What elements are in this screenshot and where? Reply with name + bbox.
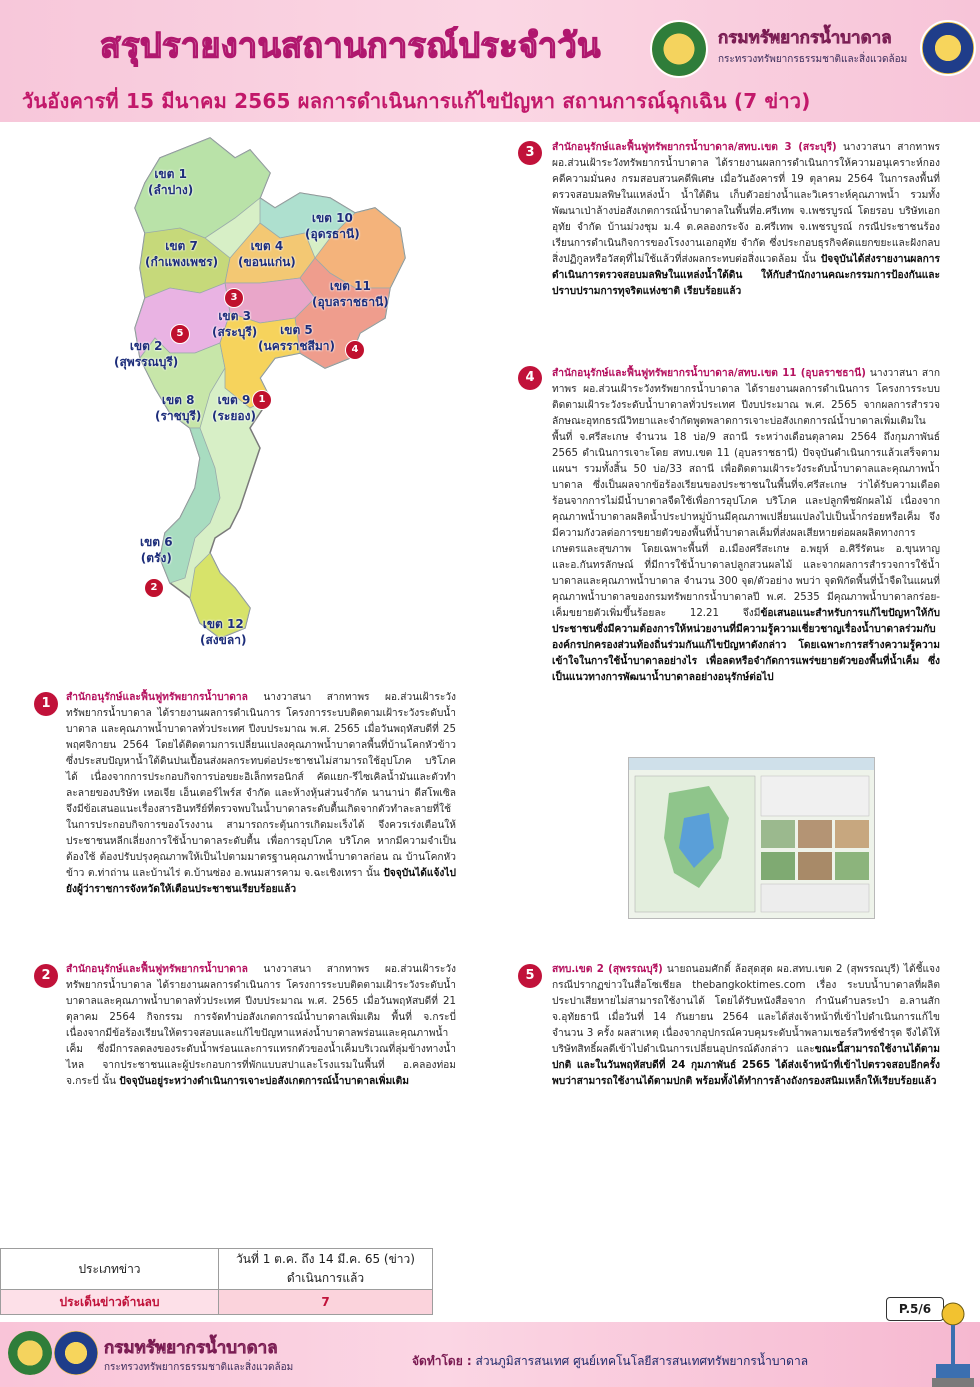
footer-credit: จัดทำโดย : ส่วนภูมิสารสนเทศ ศูนย์เทคโนโลยีสารสนเทศทรัพยากรน้ำบาดาล xyxy=(412,1354,809,1368)
zone-label-1: เขต 1 (ลำปาง) xyxy=(148,167,194,197)
summary-table xyxy=(0,1248,433,1315)
org-ministry: กระทรวงทรัพยากรธรรมชาติและสิ่งแวดล้อม xyxy=(718,54,908,65)
zone-label-9: เขต 9 (ระยอง) xyxy=(212,393,256,423)
news-4-body: นางวาสนา สากทาพร ผอ.ส่วนเฝ้าระวังทรัพยากรน้ำบาดาล ได้รายงานผลการดำเนินการ โครงการระบบติดตามเฝ้าระวังระดับน้ำบาดาลทั่วประเทศ ปีงบประมาณ พ.ศ. 2565 จากผลการสำรวจลักษณะอุทกธรณีวิทยาและจำกัดพูดพลาดการเจาะบ่อสังเกตการณ์น้ำบาดาลเพิ่มเติมในพื้นที่ จ.ศรีสะเกษ จำนวน 18 บ่อ/9 สถานี ระหว่างเดือนตุลาคม 2564 ถึงกุมภาพันธ์ 2565 ดำเนินการเจาะโดย สทบ.เขต 11 (อุบลราชธานี) ปัจจุบันดำเนินการแล้วเสร็จตามแผนฯ รวมทั้งสิ้น 50 บ่อ/33 สถานี เพื่อติดตามเฝ้าระวังระดับน้ำบาดาลและคุณภาพน้ำบาดาล ซึ่งเป็นผลจากข้อร้องเรียนของประชาชนในพื้นที่จ.ศรีสะเกษ ว่าได้รับความเดือดร้อนจากการไม่มีน้ำบาดาลจืดใช้เพื่อการอุปโภค บริโภค และปลูกพืชผักผลไม้ เนื่องจากคุณภาพน้ำบาดาลผลิตน้ำประปาหมู่บ้านมีคุณภาพเปลี่ยนแปลงไปเป็นน้ำกร่อยหรือเค็ม จึงมีความกังวลต่อการขยายตัวของพื้นที่น้ำบาดาลเค็มที่ส่งผลเสียหายต่อผลผลิตทางการเกษตรและสุขภาพ โดยเฉพาะพื้นที่ อ.เมืองศรีสะเกษ อ.พยุห์ อ.ศิรีรัตนะ อ.ขุนหาญ และอ.กันทรลักษณ์ ที่มีการใช้น้ำบาดาลปลูกสวนผลไม้ และจากผลการสำรวจการใช้น้ำบาดาลและคุณภาพน้ำบาดาล จำนวน 300 จุด/ตัวอย่าง พบว่า จุดพิกัดพื้นที่น้ำจืดในแผนที่คุณภาพน้ำบาดาลของกรมทรัพยากรน้ำบาดาลปี พ.ศ. 2535 มีคุณภาพน้ำบาดาลกร่อย-เค็มขยายตัวเพิ่มขึ้นร้อยละ 12.21 จึงมี xyxy=(552,368,940,619)
summary-row-label: ประเด็นข่าวด้านลบ xyxy=(1,1290,219,1315)
summary-row-negative xyxy=(1,1290,433,1315)
footer-org-ministry: กระทรวงทรัพยากรธรรมชาติและสิ่งแวดล้อม xyxy=(104,1362,294,1373)
zone-label-10: เขต 10 (อุดรธานี) xyxy=(305,211,360,241)
news-3-body: นางวาสนา สากทาพร ผอ.ส่วนเฝ้าระวังทรัพยากรน้ำบาดาล ได้รายงานผลการดำเนินการให้ความอนุเคราะห์กองคดีความมั่นคง กรมสอบสวนคดีพิเศษ เมื่อวันอังคารที่ 19 ตุลาคม 2564 ในการลงพื้นที่ตรวจสอบมลพิษในแหล่งน้ำ น้ำใต้ดิน เก็บตัวอย่างน้ำและวิเคราะห์คุณภาพน้ำ รวมทั้งพัฒนาเป่าล้างบ่อสังเกตการณ์น้ำบาดาลในพื้นที่อ.ศรีเทพ จ.เพชรบูรณ์ โดยรอบ บริษัทเอกอุทัย จำกัด บ้านม่วงชุม ม.4 ต.คลองกระจัง อ.ศรีเทพ จ.เพชรบูรณ์ กรณีประชาชนร้องเรียนการดำเนินกิจการของโรงงานเอกอุทัย จำกัด ซึ่งประกอบธุรกิจคัดแยกขยะและฝังกลบสิ่งปฏิกูลหรือวัสดุที่ไม่ใช้แล้วที่ส่งผลกระทบต่อสิ่งแวดล้อม นั้น xyxy=(552,142,940,265)
header-banner xyxy=(0,0,980,122)
news-number-1: 1 xyxy=(34,692,58,716)
news-number-5: 5 xyxy=(518,964,542,988)
summary-header-row xyxy=(1,1249,433,1290)
thailand-zone-map xyxy=(100,128,430,658)
news-item-1 xyxy=(66,690,456,898)
date-title: วันอังคารที่ 15 มีนาคม 2565 ผลการดำเนินการแก้ไขปัญหา สถานการณ์ฉุกเฉิน (7 ข่าว) xyxy=(22,89,811,113)
map-marker-4: 4 xyxy=(345,340,365,360)
news-3-heading: สำนักอนุรักษ์และฟื้นฟูทรัพยากรน้ำบาดาล/สทบ.เขต 3 (สระบุรี) xyxy=(552,142,837,153)
water-tower-icon xyxy=(930,1300,976,1387)
news-5-heading: สทบ.เขต 2 (สุพรรณบุรี) xyxy=(552,964,663,975)
page-title: สรุปรายงานสถานการณ์ประจำวัน xyxy=(100,26,601,66)
news-item-4 xyxy=(552,366,940,686)
map-marker-2: 2 xyxy=(144,578,164,598)
news-1-result: ปัจจุบันได้แจ้งไปยังผู้ว่าราชการจังหวัดให้เตือนประชาชนเรียบร้อยแล้ว xyxy=(66,868,456,895)
org-block xyxy=(650,18,910,78)
news-1-heading: สำนักอนุรักษ์และฟื้นฟูทรัพยากรน้ำบาดาล xyxy=(66,692,248,703)
zone-label-3: เขต 3 (สระบุรี) xyxy=(212,309,258,339)
zone-label-6: เขต 6 (ตรัง) xyxy=(140,535,173,565)
zone-label-12: เขต 12 (สงขลา) xyxy=(200,617,247,647)
news-2-heading: สำนักอนุรักษ์และฟื้นฟูทรัพยากรน้ำบาดาล xyxy=(66,964,248,975)
zone-label-5: เขต 5 (นครราชสีมา) xyxy=(258,323,335,353)
news-number-2: 2 xyxy=(34,964,58,988)
summary-col-period: วันที่ 1 ต.ค. ถึง 14 มี.ค. 65 (ข่าว) ดำเนินการแล้ว xyxy=(219,1249,433,1290)
news-number-4: 4 xyxy=(518,366,542,390)
summary-col-type: ประเภทข่าว xyxy=(1,1249,219,1290)
zone-label-7: เขต 7 (กำแพงเพชร) xyxy=(145,239,219,269)
map-marker-3: 3 xyxy=(224,288,244,308)
news-item-2 xyxy=(66,962,456,1090)
news-5-body: นายถนอมศักดิ์ ล้อสุดสุด ผอ.สทบ.เขต 2 (สุพรรณบุรี) ได้ชี้แจงกรณีปรากฏข่าวในสื่อโซเชียล thebangkoktimes.com เรื่อง ระบบน้ำบาดาลที่ผลิตประปาเสียหายไม่สามารถใช้งานได้ โดยได้รับหนังสือจาก กำนันตำบลระบำ อ.ลานสัก จ.อุทัยธานี เมื่อวันที่ 14 กันยายน 2564 และได้ส่งเจ้าหน้าที่เข้าไปดำเนินการแก้ไข จำนวน 3 ครั้ง ผลสาเหตุ เนื่องจากอุปกรณ์ควบคุมระดับน้ำพลามเชอร์สวิทช์ชำรุด จึงได้ให้บริษัทสิทธิ์ผลดีเข้าไปดำเนินการเปลี่ยนอุปกรณ์ดังกล่าว และ xyxy=(552,964,940,1055)
news-2-body: นางวาสนา สากทาพร ผอ.ส่วนเฝ้าระวังทรัพยากรน้ำบาดาล ได้รายงานผลการดำเนินการ โครงการระบบติดตามเฝ้าระวังระดับน้ำบาดาลและคุณภาพน้ำบาดาลทั่วประเทศ ปีงบประมาณ พ.ศ. 2565 เมื่อวันพฤหัสบดีที่ 21 ตุลาคม 2564 กิจกรรม การจัดทำบ่อสังเกตการณ์น้ำบาดาลเพิ่มเติม พื้นที่ จ.กระบี่ เนื่องจากมีข้อร้องเรียนให้ตรวจสอบและแก้ไขปัญหาแหล่งน้ำบาดาลพร่อนและคุณภาพน้ำเค็ม ซึ่งมีการลดลงของระดับน้ำพร่อนและการแทรกตัวของน้ำเค็มบริเวณที่ลุ่มข้างทางน้ำไหล จากประชาชนและผู้ประกอบการที่พักแบบสปาและโรงแรมในพื้นที่ อ.คลองท่อม จ.กระบี่ นั้น xyxy=(66,964,456,1087)
map-marker-1: 1 xyxy=(252,390,272,410)
royal-emblem-icon xyxy=(920,20,976,76)
news-1-body: นางวาสนา สากทาพร ผอ.ส่วนเฝ้าระวังทรัพยากรน้ำบาดาล ได้รายงานผลการดำเนินการ โครงการระบบติดตามเฝ้าระวังระดับน้ำบาดาล และคุณภาพน้ำบาดาลทั่วประเทศ ปีงบประมาณ พ.ศ. 2565 เมื่อวันพฤหัสบดีที่ 25 พฤศจิกายน 2564 โดยได้ติดตามการเปลี่ยนแปลงคุณภาพน้ำบาดาลพื้นที่บ้านโคกหัวข้าว ซึ่งประสบปัญหาน้ำใต้ดินปนเปื้อนส่งผลกระทบต่อประชาชนไม่สามารถใช้อุปโภค บริโภค ได้ เนื่องจากการประกอบกิจการบ่อขยะอิเล็กทรอนิกส์ คัดแยก-รีไซเคิลน้ำมันและตัวทำละลายของบริษัท เหอเจีย เอ็นเตอร์ไพร์ส จำกัด และห้างหุ้นส่วนจำกัด นานาน่า ดีสโพเซิล จึงมีข้อเสนอแนะเรื่องสารอินทรีย์ที่ตรวจพบในน้ำบาดาลระดับตื้นเกิดจากตัวทำละลายที่ใช้ในการประกอบกิจการของโรงงาน สามารถกระตุ้นการเกิดมะเร็งได้ จึงควรเร่งเตือนให้ประชาชนหลีกเลี่ยงการใช้น้ำบาดาลระดับตื้น เพื่อการอุปโภค บริโภค หากมีความจำเป็นต้องใช้ ต้องปรับปรุงคุณภาพให้เป็นไปตามมาตรฐานคุณภาพน้ำบาดาลก่อน ณ บ้านโคกหัวข้าว ต.ท่าถ่าน และบ้านไร่ ต.บ้านซ่อง อ.พนมสารคาม จ.ฉะเชิงเทรา นั้น xyxy=(66,692,456,879)
news-2-result: ปัจจุบันอยู่ระหว่างดำเนินการเจาะบ่อสังเกตการณ์น้ำบาดาลเพิ่มเติม xyxy=(119,1076,409,1087)
footer-royal-emblem-icon xyxy=(54,1331,98,1375)
news-item-3 xyxy=(552,140,940,300)
department-seal-icon xyxy=(650,20,708,78)
summary-row-value: 7 xyxy=(219,1290,433,1315)
footer-banner xyxy=(0,1322,980,1387)
zone-label-8: เขต 8 (ราชบุรี) xyxy=(155,393,202,423)
zone-label-4: เขต 4 (ขอนแก่น) xyxy=(238,239,296,269)
news-4-result: ข้อเสนอแนะสำหรับการแก้ไขปัญหาให้กับประชาชนซึ่งมีความต้องการให้หน่วยงานที่มีความรู้ความเชี่ยวชาญเรื่องน้ำบาดาลร่วมกับองค์กรปกครองส่วนท้องถิ่นร่วมกันแก้ไขปัญหาดังกล่าว โดยเฉพาะการสร้างความรู้ความเข้าใจในการใช้น้ำบาดาลอย่างไร เพื่อลดหรือจำกัดการแพร่ขยายตัวของพื้นที่น้ำเค็ม ซึ่งเป็นแนวทางการพัฒนาน้ำบาดาลอย่างอนุรักษ์ต่อไป xyxy=(552,608,940,683)
news-5-result: ขณะนี้สามารถใช้งานได้ตามปกติ และในวันพฤหัสบดีที่ 24 กุมภาพันธ์ 2565 ได้ส่งเจ้าหน้าที่เข้าไปตรวจสอบอีกครั้ง พบว่าสามารถใช้งานได้ตามปกติ พร้อมทั้งได้ทำการล้างถังกรองสนิมเหล็กให้เรียบร้อยแล้ว xyxy=(552,1044,940,1087)
zone-label-11: เขต 11 (อุบลราชธานี) xyxy=(312,279,389,309)
footer-department-seal-icon xyxy=(8,1331,52,1375)
news-4-thumbnail xyxy=(628,757,875,919)
footer-org-name: กรมทรัพยากรน้ำบาดาล xyxy=(104,1338,278,1358)
org-name: กรมทรัพยากรน้ำบาดาล xyxy=(718,28,892,48)
news-3-result: ปัจจุบันได้ส่งรายงานผลการดำเนินการตรวจสอบมลพิษในแหล่งน้ำใต้ดิน ให้กับสำนักงานคณะกรรมการป้องกันและปราบปรามการทุจริตแห่งชาติ เรียบร้อยแล้ว xyxy=(552,254,940,297)
news-number-3: 3 xyxy=(518,141,542,165)
map-marker-5: 5 xyxy=(170,324,190,344)
zone-label-2: เขต 2 (สุพรรณบุรี) xyxy=(114,339,179,369)
news-4-heading: สำนักอนุรักษ์และฟื้นฟูทรัพยากรน้ำบาดาล/สทบ.เขต 11 (อุบลราชธานี) xyxy=(552,368,866,379)
page-number: P.5/6 xyxy=(886,1297,944,1321)
news-item-5 xyxy=(552,962,940,1090)
